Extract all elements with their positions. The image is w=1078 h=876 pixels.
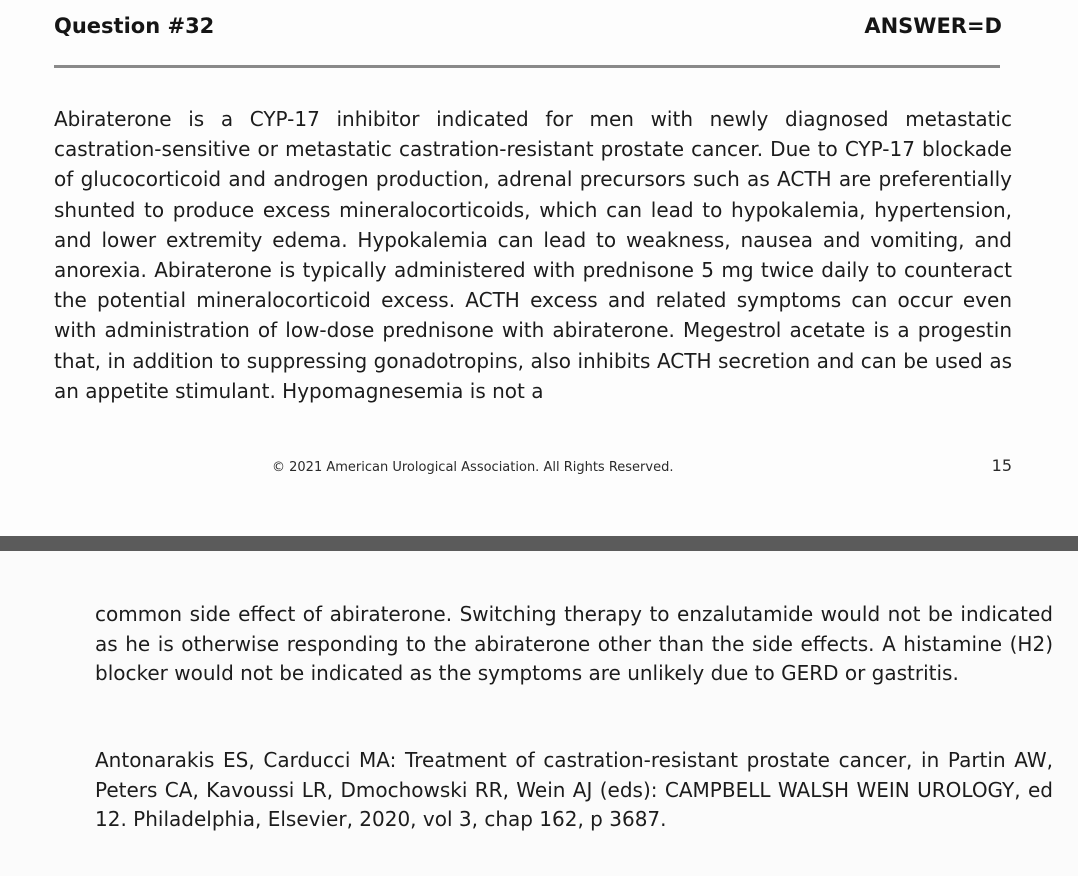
explanation-continued: common side effect of abiraterone. Switching therapy to enzalutamide would not be indicated as he is otherwise responding to the abiraterone other than the side effects. A histamine (H2) blocker would not be indicated as the symptoms are unlikely due to GERD or gastritis. (95, 602, 1053, 685)
page-number: 15 (991, 456, 1012, 475)
page-break-bar (0, 536, 1078, 551)
reference-citation: Antonarakis ES, Carducci MA: Treatment of castration-resistant prostate cancer, in Partin AW, Peters CA, Kavoussi LR, Dmochowski RR, Wein AJ (eds): CAMPBELL WALSH WEIN UROLOGY, ed 12. Philadelphia, Elsevier, 2020, vol 3, chap 162, p 3687. (95, 748, 1053, 831)
copyright-footer: © 2021 American Urological Association. All Rights Reserved. (272, 460, 674, 475)
explanation-paragraph: Abiraterone is a CYP-17 inhibitor indicated for men with newly diagnosed metastatic castration-sensitive or metastatic castration-resistant prostate cancer. Due to CYP-17 blockade of glucocorticoid and androgen production, adrenal precursors such as ACTH are preferentially shunted to produce excess mineralocorticoids, which can lead to hypokalemia, hypertension, and lower extremity edema. Hypokalemia can lead to weakness, nausea and vomiting, and anorexia. Abiraterone is typically administered with prednisone 5 mg twice daily to counteract the potential mineralocorticoid excess. ACTH excess and related symptoms can occur even with administration of low-dose prednisone with abiraterone. Megestrol acetate is a progestin that, in addition to suppressing gonadotropins, also inhibits ACTH secretion and can be used as an appetite stimulant. Hypomagnesemia is not a (54, 107, 1012, 403)
header-divider (54, 65, 1000, 68)
answer-label: ANSWER=D (864, 14, 1002, 38)
question-number: Question #32 (54, 14, 215, 38)
